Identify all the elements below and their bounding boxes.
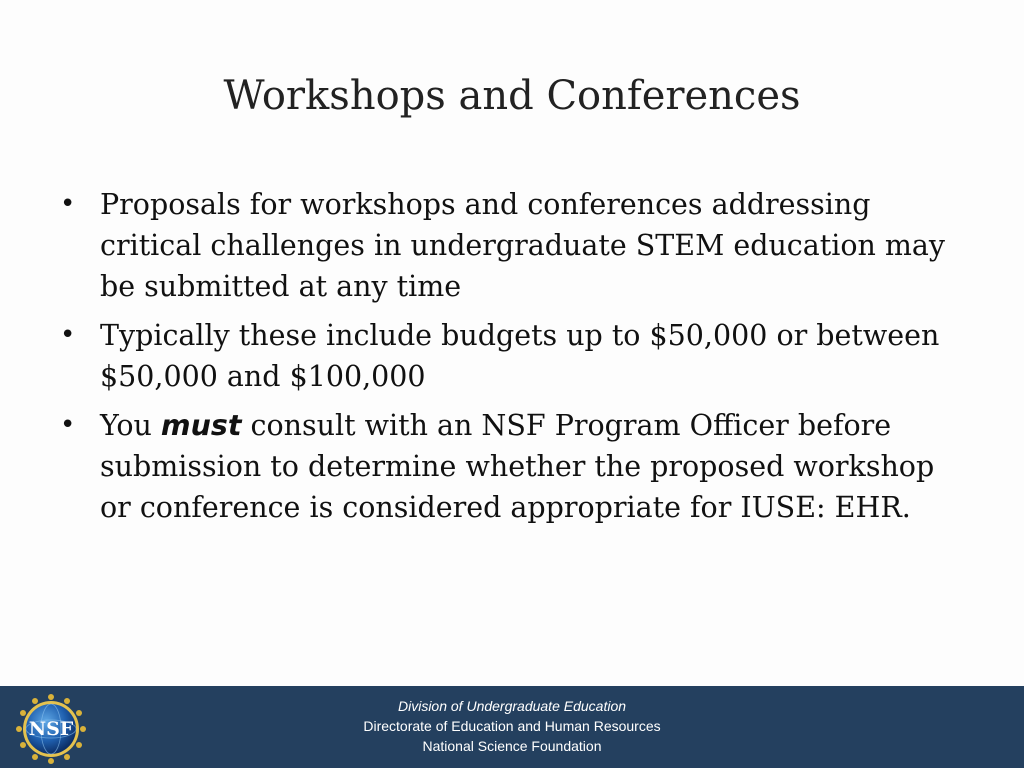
bullet-text-suffix: consult with an NSF Program Officer before submission to determine whether the proposed workshop or conference is considered appropriate for IUSE: EHR. bbox=[100, 409, 935, 524]
slide-title: Workshops and Conferences bbox=[223, 73, 801, 119]
bullet-item bbox=[58, 184, 958, 307]
bullet-text: Proposals for workshops and conferences addressing critical challenges in undergraduate STEM education may be submitted at any time bbox=[100, 188, 946, 303]
footer-foundation: National Science Foundation bbox=[422, 738, 602, 754]
bullet-text-emphasis: must bbox=[160, 409, 242, 442]
footer-text-block bbox=[0, 696, 1024, 756]
bullet-list bbox=[58, 184, 958, 536]
footer-division: Division of Undergraduate Education bbox=[397, 698, 627, 714]
bullet-icon: • bbox=[60, 320, 76, 350]
footer-bar bbox=[0, 686, 1024, 768]
footer-directorate: Directorate of Education and Human Resources bbox=[363, 718, 661, 734]
bullet-icon: • bbox=[60, 410, 76, 440]
bullet-item bbox=[58, 315, 958, 397]
bullet-text-prefix: You bbox=[100, 409, 161, 442]
bullet-item bbox=[58, 405, 958, 528]
nsf-logo-text: NSF bbox=[28, 718, 74, 740]
bullet-icon: • bbox=[60, 189, 76, 219]
bullet-text: Typically these include budgets up to $50,000 or between $50,000 and $100,000 bbox=[100, 319, 940, 393]
